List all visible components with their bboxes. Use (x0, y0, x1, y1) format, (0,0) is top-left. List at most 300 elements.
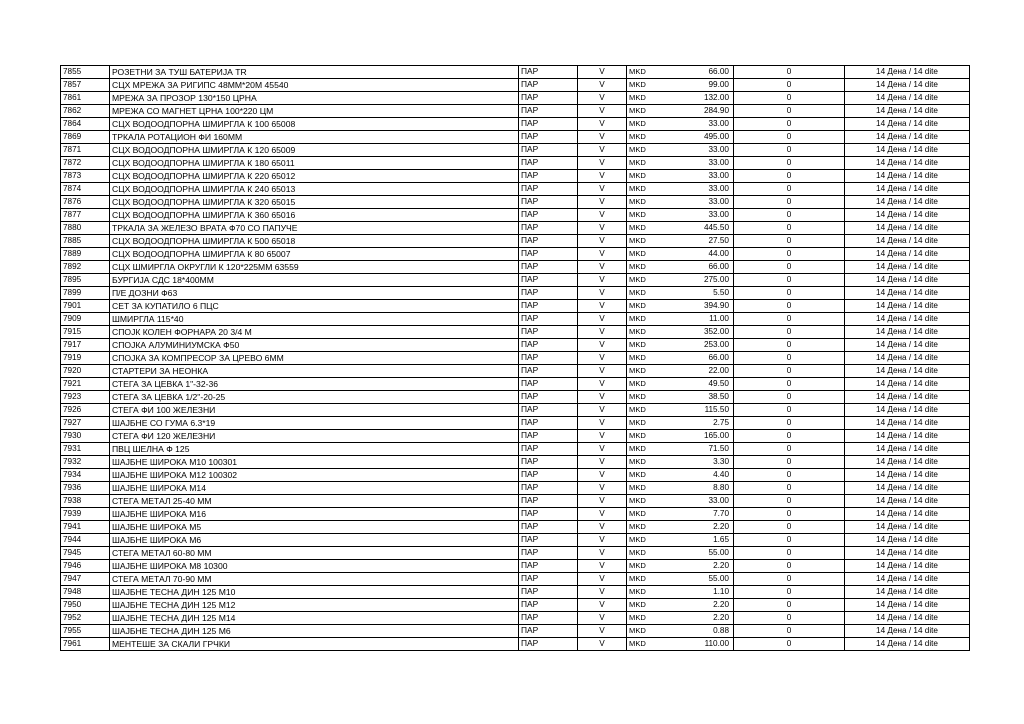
flag-cell: V (578, 430, 627, 443)
delivery-term-cell: 14 Дена / 14 dite (845, 495, 970, 508)
table-row (61, 261, 970, 274)
item-name-cell: ШАЈБНЕ ШИРОКА М16 (110, 508, 519, 521)
item-code-cell: 7892 (61, 261, 110, 274)
unit-cell: ПАР (519, 66, 578, 79)
table-row (61, 183, 970, 196)
unit-cell: ПАР (519, 495, 578, 508)
table-row (61, 287, 970, 300)
currency-cell: MKD (627, 534, 664, 547)
item-code-cell: 7955 (61, 625, 110, 638)
price-cell: 394.90 (663, 300, 734, 313)
unit-cell: ПАР (519, 157, 578, 170)
unit-cell: ПАР (519, 118, 578, 131)
quantity-cell: 0 (734, 599, 845, 612)
quantity-cell: 0 (734, 313, 845, 326)
quantity-cell: 0 (734, 235, 845, 248)
currency-cell: MKD (627, 209, 664, 222)
currency-cell: MKD (627, 469, 664, 482)
price-cell: 275.00 (663, 274, 734, 287)
currency-cell: MKD (627, 248, 664, 261)
table-row (61, 482, 970, 495)
item-name-cell: СЦХ ВОДООДПОРНА ШМИРГЛА К 80 65007 (110, 248, 519, 261)
currency-cell: MKD (627, 326, 664, 339)
quantity-cell: 0 (734, 196, 845, 209)
quantity-cell: 0 (734, 638, 845, 651)
delivery-term-cell: 14 Дена / 14 dite (845, 287, 970, 300)
currency-cell: MKD (627, 261, 664, 274)
quantity-cell: 0 (734, 443, 845, 456)
item-name-cell: ШАЈБНЕ ТЕСНА ДИН 125 М6 (110, 625, 519, 638)
delivery-term-cell: 14 Дена / 14 dite (845, 222, 970, 235)
quantity-cell: 0 (734, 365, 845, 378)
price-cell: 0.88 (663, 625, 734, 638)
price-cell: 33.00 (663, 170, 734, 183)
table-row (61, 586, 970, 599)
item-name-cell: СТЕГА МЕТАЛ 25-40 ММ (110, 495, 519, 508)
currency-cell: MKD (627, 118, 664, 131)
item-code-cell: 7919 (61, 352, 110, 365)
quantity-cell: 0 (734, 391, 845, 404)
quantity-cell: 0 (734, 326, 845, 339)
quantity-cell: 0 (734, 612, 845, 625)
flag-cell: V (578, 443, 627, 456)
unit-cell: ПАР (519, 222, 578, 235)
delivery-term-cell: 14 Дена / 14 dite (845, 144, 970, 157)
currency-cell: MKD (627, 612, 664, 625)
table-row (61, 170, 970, 183)
currency-cell: MKD (627, 66, 664, 79)
currency-cell: MKD (627, 638, 664, 651)
quantity-cell: 0 (734, 456, 845, 469)
item-name-cell: СТЕГА ФИ 100 ЖЕЛЕЗНИ (110, 404, 519, 417)
flag-cell: V (578, 391, 627, 404)
item-name-cell: БУРГИЈА СДС 18*400ММ (110, 274, 519, 287)
delivery-term-cell: 14 Дена / 14 dite (845, 560, 970, 573)
item-name-cell: ШАЈБНЕ ШИРОКА М14 (110, 482, 519, 495)
item-code-cell: 7876 (61, 196, 110, 209)
item-name-cell: РОЗЕТНИ ЗА ТУШ БАТЕРИЈА TR (110, 66, 519, 79)
currency-cell: MKD (627, 196, 664, 209)
item-name-cell: ПВЦ ШЕЛНА Ф 125 (110, 443, 519, 456)
table-row (61, 131, 970, 144)
item-name-cell: ШМИРГЛА 115*40 (110, 313, 519, 326)
currency-cell: MKD (627, 521, 664, 534)
table-row (61, 79, 970, 92)
item-name-cell: СПОЈКА АЛУМИНИУМСКА Ф50 (110, 339, 519, 352)
table-row (61, 274, 970, 287)
currency-cell: MKD (627, 430, 664, 443)
delivery-term-cell: 14 Дена / 14 dite (845, 456, 970, 469)
price-cell: 66.00 (663, 66, 734, 79)
item-code-cell: 7920 (61, 365, 110, 378)
table-row (61, 443, 970, 456)
flag-cell: V (578, 417, 627, 430)
quantity-cell: 0 (734, 560, 845, 573)
currency-cell: MKD (627, 599, 664, 612)
price-list-body (61, 66, 970, 651)
flag-cell: V (578, 287, 627, 300)
table-row (61, 469, 970, 482)
price-list-table (60, 65, 970, 651)
table-row (61, 300, 970, 313)
unit-cell: ПАР (519, 430, 578, 443)
flag-cell: V (578, 261, 627, 274)
unit-cell: ПАР (519, 326, 578, 339)
price-cell: 445.50 (663, 222, 734, 235)
price-cell: 33.00 (663, 183, 734, 196)
unit-cell: ПАР (519, 417, 578, 430)
item-code-cell: 7927 (61, 417, 110, 430)
unit-cell: ПАР (519, 144, 578, 157)
item-name-cell: МЕНТЕШЕ ЗА СКАЛИ ГРЧКИ (110, 638, 519, 651)
item-code-cell: 7864 (61, 118, 110, 131)
flag-cell: V (578, 118, 627, 131)
price-cell: 1.65 (663, 534, 734, 547)
item-code-cell: 7946 (61, 560, 110, 573)
unit-cell: ПАР (519, 209, 578, 222)
unit-cell: ПАР (519, 443, 578, 456)
item-name-cell: СТЕГА МЕТАЛ 60-80 ММ (110, 547, 519, 560)
price-cell: 22.00 (663, 365, 734, 378)
table-row (61, 352, 970, 365)
item-name-cell: П/Е ДОЗНИ Ф63 (110, 287, 519, 300)
flag-cell: V (578, 235, 627, 248)
item-name-cell: СТЕГА ФИ 120 ЖЕЛЕЗНИ (110, 430, 519, 443)
price-cell: 2.20 (663, 612, 734, 625)
item-code-cell: 7938 (61, 495, 110, 508)
quantity-cell: 0 (734, 508, 845, 521)
delivery-term-cell: 14 Дена / 14 dite (845, 404, 970, 417)
delivery-term-cell: 14 Дена / 14 dite (845, 430, 970, 443)
quantity-cell: 0 (734, 521, 845, 534)
flag-cell: V (578, 196, 627, 209)
delivery-term-cell: 14 Дена / 14 dite (845, 105, 970, 118)
unit-cell: ПАР (519, 508, 578, 521)
unit-cell: ПАР (519, 456, 578, 469)
item-code-cell: 7936 (61, 482, 110, 495)
unit-cell: ПАР (519, 92, 578, 105)
item-name-cell: ШАЈБНЕ СО ГУМА 6.3*19 (110, 417, 519, 430)
delivery-term-cell: 14 Дена / 14 dite (845, 92, 970, 105)
flag-cell: V (578, 456, 627, 469)
item-name-cell: ШАЈБНЕ ШИРОКА М12 100302 (110, 469, 519, 482)
delivery-term-cell: 14 Дена / 14 dite (845, 469, 970, 482)
price-cell: 132.00 (663, 92, 734, 105)
price-cell: 55.00 (663, 573, 734, 586)
item-name-cell: МРЕЖА СО МАГНЕТ ЦРНА 100*220 ЦМ (110, 105, 519, 118)
item-code-cell: 7944 (61, 534, 110, 547)
table-row (61, 430, 970, 443)
flag-cell: V (578, 404, 627, 417)
unit-cell: ПАР (519, 131, 578, 144)
unit-cell: ПАР (519, 404, 578, 417)
currency-cell: MKD (627, 417, 664, 430)
currency-cell: MKD (627, 235, 664, 248)
price-cell: 33.00 (663, 157, 734, 170)
table-row (61, 612, 970, 625)
currency-cell: MKD (627, 131, 664, 144)
flag-cell: V (578, 170, 627, 183)
price-cell: 253.00 (663, 339, 734, 352)
price-cell: 1.10 (663, 586, 734, 599)
item-code-cell: 7899 (61, 287, 110, 300)
unit-cell: ПАР (519, 560, 578, 573)
unit-cell: ПАР (519, 170, 578, 183)
unit-cell: ПАР (519, 547, 578, 560)
item-name-cell: СЦХ ВОДООДПОРНА ШМИРГЛА К 220 65012 (110, 170, 519, 183)
unit-cell: ПАР (519, 248, 578, 261)
quantity-cell: 0 (734, 573, 845, 586)
quantity-cell: 0 (734, 300, 845, 313)
currency-cell: MKD (627, 352, 664, 365)
currency-cell: MKD (627, 547, 664, 560)
currency-cell: MKD (627, 274, 664, 287)
flag-cell: V (578, 573, 627, 586)
table-row (61, 313, 970, 326)
flag-cell: V (578, 365, 627, 378)
currency-cell: MKD (627, 105, 664, 118)
table-row (61, 638, 970, 651)
currency-cell: MKD (627, 365, 664, 378)
delivery-term-cell: 14 Дена / 14 dite (845, 534, 970, 547)
item-name-cell: СЦХ ШМИРГЛА ОКРУГЛИ К 120*225ММ 63559 (110, 261, 519, 274)
delivery-term-cell: 14 Дена / 14 dite (845, 521, 970, 534)
delivery-term-cell: 14 Дена / 14 dite (845, 248, 970, 261)
delivery-term-cell: 14 Дена / 14 dite (845, 339, 970, 352)
table-row (61, 573, 970, 586)
price-cell: 33.00 (663, 118, 734, 131)
delivery-term-cell: 14 Дена / 14 dite (845, 586, 970, 599)
flag-cell: V (578, 612, 627, 625)
item-code-cell: 7873 (61, 170, 110, 183)
quantity-cell: 0 (734, 248, 845, 261)
flag-cell: V (578, 469, 627, 482)
quantity-cell: 0 (734, 274, 845, 287)
price-cell: 284.90 (663, 105, 734, 118)
item-name-cell: СЦХ ВОДООДПОРНА ШМИРГЛА К 320 65015 (110, 196, 519, 209)
flag-cell: V (578, 586, 627, 599)
table-row (61, 534, 970, 547)
item-code-cell: 7961 (61, 638, 110, 651)
flag-cell: V (578, 274, 627, 287)
table-row (61, 92, 970, 105)
item-code-cell: 7869 (61, 131, 110, 144)
price-cell: 66.00 (663, 261, 734, 274)
flag-cell: V (578, 521, 627, 534)
item-code-cell: 7857 (61, 79, 110, 92)
unit-cell: ПАР (519, 469, 578, 482)
flag-cell: V (578, 313, 627, 326)
currency-cell: MKD (627, 625, 664, 638)
item-name-cell: СТЕГА ЗА ЦЕВКА 1/2"-20-25 (110, 391, 519, 404)
item-code-cell: 7901 (61, 300, 110, 313)
item-name-cell: СПОЈКА ЗА КОМПРЕСОР ЗА ЦРЕВО 6ММ (110, 352, 519, 365)
table-row (61, 235, 970, 248)
delivery-term-cell: 14 Дена / 14 dite (845, 313, 970, 326)
item-code-cell: 7874 (61, 183, 110, 196)
price-cell: 7.70 (663, 508, 734, 521)
item-code-cell: 7862 (61, 105, 110, 118)
quantity-cell: 0 (734, 339, 845, 352)
flag-cell: V (578, 638, 627, 651)
table-row (61, 339, 970, 352)
delivery-term-cell: 14 Дена / 14 dite (845, 300, 970, 313)
delivery-term-cell: 14 Дена / 14 dite (845, 196, 970, 209)
item-code-cell: 7871 (61, 144, 110, 157)
delivery-term-cell: 14 Дена / 14 dite (845, 274, 970, 287)
table-row (61, 495, 970, 508)
currency-cell: MKD (627, 300, 664, 313)
item-code-cell: 7923 (61, 391, 110, 404)
price-cell: 3.30 (663, 456, 734, 469)
item-name-cell: СЦХ ВОДООДПОРНА ШМИРГЛА К 240 65013 (110, 183, 519, 196)
item-code-cell: 7915 (61, 326, 110, 339)
unit-cell: ПАР (519, 378, 578, 391)
currency-cell: MKD (627, 573, 664, 586)
currency-cell: MKD (627, 586, 664, 599)
item-code-cell: 7948 (61, 586, 110, 599)
flag-cell: V (578, 79, 627, 92)
price-cell: 8.80 (663, 482, 734, 495)
delivery-term-cell: 14 Дена / 14 dite (845, 235, 970, 248)
flag-cell: V (578, 560, 627, 573)
item-code-cell: 7926 (61, 404, 110, 417)
item-code-cell: 7880 (61, 222, 110, 235)
item-code-cell: 7895 (61, 274, 110, 287)
item-name-cell: ШАЈБНЕ ШИРОКА М10 100301 (110, 456, 519, 469)
price-cell: 27.50 (663, 235, 734, 248)
flag-cell: V (578, 144, 627, 157)
delivery-term-cell: 14 Дена / 14 dite (845, 547, 970, 560)
price-cell: 495.00 (663, 131, 734, 144)
item-code-cell: 7917 (61, 339, 110, 352)
item-code-cell: 7885 (61, 235, 110, 248)
quantity-cell: 0 (734, 209, 845, 222)
item-name-cell: СТЕГА МЕТАЛ 70-90 ММ (110, 573, 519, 586)
unit-cell: ПАР (519, 625, 578, 638)
item-code-cell: 7932 (61, 456, 110, 469)
quantity-cell: 0 (734, 469, 845, 482)
delivery-term-cell: 14 Дена / 14 dite (845, 352, 970, 365)
item-name-cell: СПОЈК КОЛЕН ФОРНАРА 20 3/4 М (110, 326, 519, 339)
delivery-term-cell: 14 Дена / 14 dite (845, 157, 970, 170)
flag-cell: V (578, 625, 627, 638)
item-code-cell: 7939 (61, 508, 110, 521)
currency-cell: MKD (627, 508, 664, 521)
unit-cell: ПАР (519, 612, 578, 625)
unit-cell: ПАР (519, 274, 578, 287)
price-cell: 352.00 (663, 326, 734, 339)
quantity-cell: 0 (734, 417, 845, 430)
table-row (61, 157, 970, 170)
flag-cell: V (578, 339, 627, 352)
delivery-term-cell: 14 Дена / 14 dite (845, 599, 970, 612)
item-code-cell: 7952 (61, 612, 110, 625)
table-row (61, 378, 970, 391)
currency-cell: MKD (627, 183, 664, 196)
delivery-term-cell: 14 Дена / 14 dite (845, 612, 970, 625)
quantity-cell: 0 (734, 625, 845, 638)
item-code-cell: 7934 (61, 469, 110, 482)
table-row (61, 326, 970, 339)
item-code-cell: 7941 (61, 521, 110, 534)
currency-cell: MKD (627, 391, 664, 404)
unit-cell: ПАР (519, 352, 578, 365)
price-cell: 2.20 (663, 521, 734, 534)
price-cell: 2.75 (663, 417, 734, 430)
item-code-cell: 7889 (61, 248, 110, 261)
item-code-cell: 7931 (61, 443, 110, 456)
price-cell: 38.50 (663, 391, 734, 404)
item-code-cell: 7861 (61, 92, 110, 105)
unit-cell: ПАР (519, 586, 578, 599)
table-row (61, 547, 970, 560)
flag-cell: V (578, 105, 627, 118)
currency-cell: MKD (627, 157, 664, 170)
price-cell: 2.20 (663, 560, 734, 573)
price-cell: 33.00 (663, 495, 734, 508)
currency-cell: MKD (627, 456, 664, 469)
quantity-cell: 0 (734, 92, 845, 105)
flag-cell: V (578, 248, 627, 261)
quantity-cell: 0 (734, 261, 845, 274)
currency-cell: MKD (627, 170, 664, 183)
table-row (61, 508, 970, 521)
quantity-cell: 0 (734, 404, 845, 417)
table-row (61, 521, 970, 534)
unit-cell: ПАР (519, 534, 578, 547)
table-row (61, 625, 970, 638)
currency-cell: MKD (627, 313, 664, 326)
delivery-term-cell: 14 Дена / 14 dite (845, 417, 970, 430)
delivery-term-cell: 14 Дена / 14 dite (845, 638, 970, 651)
currency-cell: MKD (627, 404, 664, 417)
item-code-cell: 7909 (61, 313, 110, 326)
flag-cell: V (578, 183, 627, 196)
unit-cell: ПАР (519, 573, 578, 586)
delivery-term-cell: 14 Дена / 14 dite (845, 66, 970, 79)
item-name-cell: СЦХ ВОДООДПОРНА ШМИРГЛА К 500 65018 (110, 235, 519, 248)
unit-cell: ПАР (519, 105, 578, 118)
flag-cell: V (578, 222, 627, 235)
table-row (61, 417, 970, 430)
unit-cell: ПАР (519, 482, 578, 495)
item-name-cell: ШАЈБНЕ ТЕСНА ДИН 125 М12 (110, 599, 519, 612)
table-row (61, 144, 970, 157)
table-row (61, 456, 970, 469)
unit-cell: ПАР (519, 339, 578, 352)
quantity-cell: 0 (734, 586, 845, 599)
delivery-term-cell: 14 Дена / 14 dite (845, 183, 970, 196)
currency-cell: MKD (627, 495, 664, 508)
price-cell: 44.00 (663, 248, 734, 261)
quantity-cell: 0 (734, 66, 845, 79)
unit-cell: ПАР (519, 300, 578, 313)
price-cell: 33.00 (663, 196, 734, 209)
unit-cell: ПАР (519, 79, 578, 92)
unit-cell: ПАР (519, 287, 578, 300)
unit-cell: ПАР (519, 183, 578, 196)
quantity-cell: 0 (734, 547, 845, 560)
delivery-term-cell: 14 Дена / 14 dite (845, 625, 970, 638)
table-row (61, 560, 970, 573)
quantity-cell: 0 (734, 222, 845, 235)
table-row (61, 105, 970, 118)
quantity-cell: 0 (734, 287, 845, 300)
price-cell: 66.00 (663, 352, 734, 365)
table-row (61, 196, 970, 209)
quantity-cell: 0 (734, 482, 845, 495)
